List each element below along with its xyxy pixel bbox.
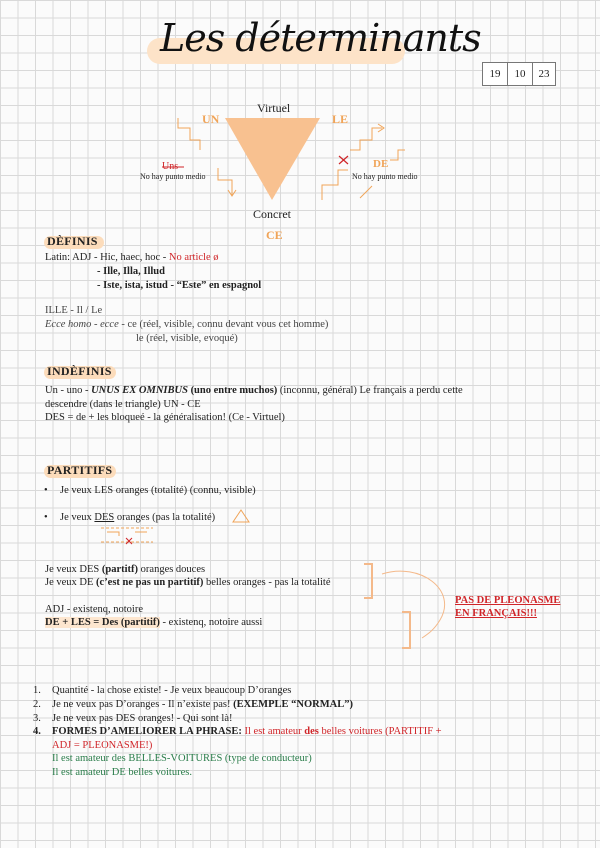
partitifs-bullet-2: • Je veux DES oranges (pas la totalité): [60, 511, 215, 525]
list-item-2: Je ne veux pas D’oranges - Il n’existe pas! (EXEMPLE “NORMAL”): [52, 699, 353, 710]
list-number-2: 2.: [33, 699, 41, 710]
note-pleonasme-1: PAS DE PLEONASME: [455, 595, 561, 606]
partitifs-bullet-1: • Je veux LES oranges (totalité) (connu, visible): [60, 484, 256, 498]
label-un: UN: [202, 112, 220, 126]
date-month: 10: [507, 62, 533, 86]
list-number-1: 1.: [33, 685, 41, 696]
indefinis-line-1: Un - uno - UNUS EX OMNIBUS (uno entre muchos) (inconnu, général) Le français a perdu cette: [45, 385, 463, 396]
partitifs-line-1: Je veux DES (partitf) oranges douces: [45, 564, 206, 575]
definis-line-4: ILLE - Il / Le: [45, 305, 103, 316]
page-title: Les déterminants: [160, 16, 481, 60]
partitifs-sketch: [95, 502, 255, 554]
date-year: 23: [532, 62, 556, 86]
partitifs-heading: PARTITIFS: [47, 463, 113, 477]
list-item-1: Quantité - la chose existe! - Je veux beaucoup D’oranges: [52, 685, 292, 696]
label-concret: Concret: [253, 207, 291, 221]
label-le: LE: [332, 112, 349, 126]
definis-line-5: Ecce homo - ecce - ce (réel, visible, connu devant vous cet homme): [45, 319, 329, 330]
list-item-3: Je ne veux pas DES oranges! - Qui sont là!: [52, 713, 233, 724]
triangle-diagram: [0, 0, 600, 240]
indefinis-heading: INDÈFINIS: [47, 364, 112, 378]
bracket-arrows: [360, 560, 460, 660]
label-ce: CE: [266, 228, 283, 242]
label-uns: Uns: [162, 161, 179, 172]
definis-line-2: - Ille, Illa, Illud: [97, 266, 165, 277]
list-item-4-cont: ADJ = PLEONASME!): [52, 740, 153, 751]
list-item-4-example-2: Il est amateur DE belles voitures.: [52, 767, 192, 778]
date-day: 19: [482, 62, 508, 86]
note-left: No hay punto medio: [140, 172, 206, 181]
definis-line-3: - Iste, ista, istud - “Este” en espagnol: [97, 280, 262, 291]
partitifs-line-3: ADJ - existenq, notoire: [45, 604, 143, 615]
partitifs-line-4: DE + LES = Des (partitif) - existenq, notoire aussi: [45, 617, 263, 628]
list-number-4: 4.: [33, 726, 41, 737]
partitifs-line-2: Je veux DE (c’est ne pas un partitif) belles oranges - pas la totalité: [45, 577, 331, 588]
list-item-4-example-1: Il est amateur des BELLES-VOITURES (type de conducteur): [52, 753, 312, 764]
indefinis-line-3: DES = de + les bloqueé - la généralisation! (Ce - Virtuel): [45, 412, 285, 423]
definis-line-6: le (réel, visible, evoqué): [136, 333, 238, 344]
note-right: No hay punto medio: [352, 172, 418, 181]
definis-heading: DÈFINIS: [47, 234, 98, 248]
list-item-4: FORMES D’AMELIORER LA PHRASE: Il est amateur des belles voitures (PARTITIF +: [52, 726, 442, 737]
list-number-3: 3.: [33, 713, 41, 724]
label-virtuel: Virtuel: [257, 101, 291, 115]
label-de: DE: [373, 158, 389, 170]
note-pleonasme-2: EN FRANÇAIS!!!: [455, 608, 537, 619]
indefinis-line-2: descendre (dans le triangle) UN - CE: [45, 399, 201, 410]
definis-line-1: Latin: ADJ - Hic, haec, hoc - No article ø: [45, 252, 219, 263]
